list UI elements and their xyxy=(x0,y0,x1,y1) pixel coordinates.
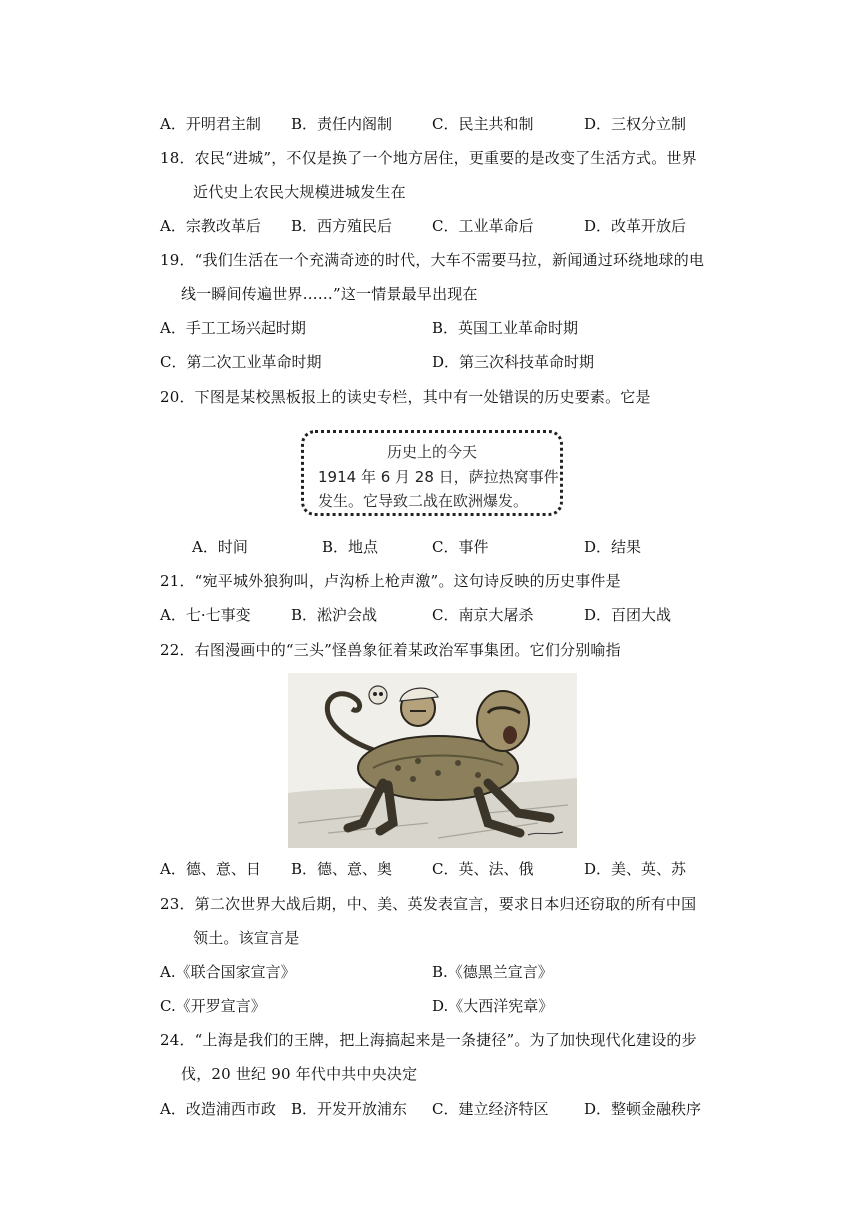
q23-stem-line2: 领土。该宣言是 xyxy=(193,929,300,947)
q17-option-a: A．开明君主制 xyxy=(160,115,261,133)
board-title: 历史上的今天 xyxy=(386,443,477,461)
q22-option-a: A．德、意、日 xyxy=(160,860,261,878)
q24-option-c: C．建立经济特区 xyxy=(432,1100,549,1118)
q24-option-d: D．整顿金融秩序 xyxy=(584,1100,702,1118)
q22-option-b: B．德、意、奥 xyxy=(291,860,393,878)
q19-stem-line1: 19．“我们生活在一个充满奇迹的时代，大车不需要马拉，新闻通过环绕地球的电 xyxy=(160,251,705,269)
q19-option-b: B．英国工业革命时期 xyxy=(432,319,579,337)
board-line2: 发生。它导致二战在欧洲爆发。 xyxy=(318,492,529,510)
q23-option-d: D.《大西洋宪章》 xyxy=(432,997,554,1015)
board-line1: 1914 年 6 月 28 日，萨拉热窝事件 xyxy=(318,468,559,486)
q20-option-b: B．地点 xyxy=(322,538,379,556)
q18-option-d: D．改革开放后 xyxy=(584,217,687,235)
q23-stem-line1: 23．第二次世界大战后期，中、美、英发表宣言，要求日本归还窃取的所有中国 xyxy=(160,895,697,913)
q21-option-d: D．百团大战 xyxy=(584,606,672,624)
q18-stem-line2: 近代史上农民大规模进城发生在 xyxy=(193,183,406,201)
q18-option-c: C．工业革命后 xyxy=(432,217,534,235)
q24-option-b: B．开发开放浦东 xyxy=(291,1100,408,1118)
q18-stem-line1: 18．农民“进城”，不仅是换了一个地方居住，更重要的是改变了生活方式。世界 xyxy=(160,149,697,167)
q24-stem-line2: 伐，20 世纪 90 年代中共中央决定 xyxy=(181,1065,418,1083)
q22-stem: 22．右图漫画中的“三头”怪兽象征着某政治军事集团。它们分别喻指 xyxy=(160,641,621,659)
q21-option-b: B．淞沪会战 xyxy=(291,606,378,624)
q22-option-d: D．美、英、苏 xyxy=(584,860,687,878)
q23-option-b: B.《德黑兰宣言》 xyxy=(432,963,553,981)
q22-option-c: C．英、法、俄 xyxy=(432,860,534,878)
q24-option-a: A．改造浦西市政 xyxy=(160,1100,276,1118)
blackboard-column xyxy=(301,430,563,516)
q21-option-a: A．七·七事变 xyxy=(160,606,251,624)
three-headed-monster-cartoon xyxy=(288,673,577,848)
q19-stem-line2: 线一瞬间传遍世界……”这一情景最早出现在 xyxy=(181,285,478,303)
q19-option-d: D．第三次科技革命时期 xyxy=(432,353,595,371)
q17-option-c: C．民主共和制 xyxy=(432,115,534,133)
q18-option-a: A．宗教改革后 xyxy=(160,217,261,235)
q19-option-c: C．第二次工业革命时期 xyxy=(160,353,322,371)
q21-stem: 21．“宛平城外狼狗叫，卢沟桥上枪声激”。这句诗反映的历史事件是 xyxy=(160,572,621,590)
q17-option-b: B．责任内阁制 xyxy=(291,115,393,133)
q20-option-a: A．时间 xyxy=(192,538,248,556)
q20-option-d: D．结果 xyxy=(584,538,642,556)
q23-option-a: A.《联合国家宣言》 xyxy=(160,963,296,981)
q18-option-b: B．西方殖民后 xyxy=(291,217,393,235)
q21-option-c: C．南京大屠杀 xyxy=(432,606,534,624)
q24-stem-line1: 24．“上海是我们的王牌，把上海搞起来是一条捷径”。为了加快现代化建设的步 xyxy=(160,1031,697,1049)
q20-option-c: C．事件 xyxy=(432,538,489,556)
q23-option-c: C.《开罗宣言》 xyxy=(160,997,266,1015)
q17-option-d: D．三权分立制 xyxy=(584,115,687,133)
q20-stem: 20．下图是某校黑板报上的读史专栏，其中有一处错误的历史要素。它是 xyxy=(160,388,651,406)
cartoon-illustration xyxy=(288,673,577,848)
q19-option-a: A．手工工场兴起时期 xyxy=(160,319,306,337)
